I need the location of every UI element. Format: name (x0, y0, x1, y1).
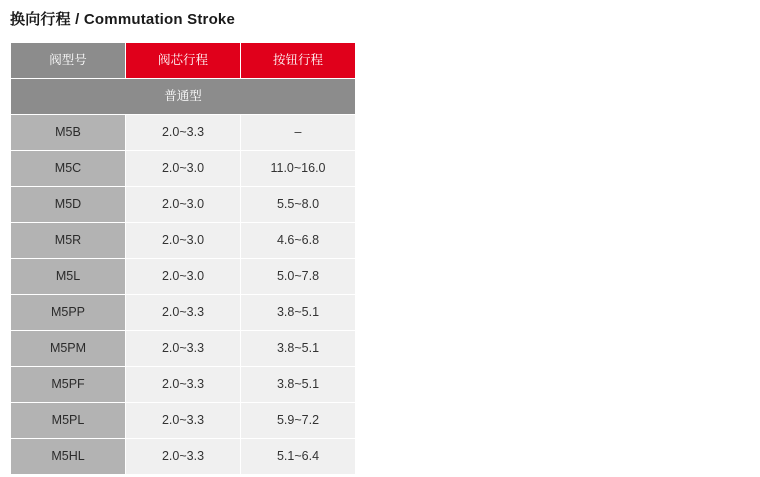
table-header (11, 43, 355, 78)
cell-spool-stroke: 2.0~3.0 (126, 259, 240, 294)
cell-button-stroke: 4.6~6.8 (241, 223, 355, 258)
cell-spool-stroke: 2.0~3.0 (126, 187, 240, 222)
cell-spool-stroke: 2.0~3.3 (126, 295, 240, 330)
cell-model: M5B (11, 115, 125, 150)
table-row (11, 151, 355, 186)
cell-model: M5L (11, 259, 125, 294)
cell-spool-stroke: 2.0~3.3 (126, 403, 240, 438)
table-header-row (11, 43, 355, 78)
cell-spool-stroke: 2.0~3.3 (126, 439, 240, 474)
cell-button-stroke: 3.8~5.1 (241, 367, 355, 402)
cell-model: M5R (11, 223, 125, 258)
cell-model: M5PP (11, 295, 125, 330)
cell-model: M5PL (11, 403, 125, 438)
column-header-button-stroke: 按钮行程 (241, 43, 355, 78)
cell-model: M5HL (11, 439, 125, 474)
column-header-model: 阀型号 (11, 43, 125, 78)
cell-model: M5PF (11, 367, 125, 402)
column-header-spool-stroke: 阀芯行程 (126, 43, 240, 78)
table-row (11, 295, 355, 330)
cell-button-stroke: 5.1~6.4 (241, 439, 355, 474)
cell-spool-stroke: 2.0~3.0 (126, 223, 240, 258)
cell-spool-stroke: 2.0~3.0 (126, 151, 240, 186)
cell-button-stroke: 3.8~5.1 (241, 331, 355, 366)
cell-button-stroke: 11.0~16.0 (241, 151, 355, 186)
table-section-row (11, 79, 355, 114)
cell-button-stroke: 5.5~8.0 (241, 187, 355, 222)
cell-button-stroke: 5.9~7.2 (241, 403, 355, 438)
cell-spool-stroke: 2.0~3.3 (126, 115, 240, 150)
cell-button-stroke: 5.0~7.8 (241, 259, 355, 294)
table-row (11, 187, 355, 222)
table-row (11, 403, 355, 438)
commutation-stroke-table (10, 42, 356, 475)
cell-model: M5D (11, 187, 125, 222)
table-row (11, 331, 355, 366)
table-row (11, 223, 355, 258)
table-row (11, 439, 355, 474)
cell-model: M5PM (11, 331, 125, 366)
cell-button-stroke: – (241, 115, 355, 150)
table-body (11, 79, 355, 474)
cell-spool-stroke: 2.0~3.3 (126, 367, 240, 402)
table-row (11, 259, 355, 294)
section-label: 普通型 (11, 79, 355, 114)
cell-button-stroke: 3.8~5.1 (241, 295, 355, 330)
cell-model: M5C (11, 151, 125, 186)
table-row (11, 367, 355, 402)
page-title: 换向行程 / Commutation Stroke (10, 11, 236, 28)
cell-spool-stroke: 2.0~3.3 (126, 331, 240, 366)
table-row (11, 115, 355, 150)
